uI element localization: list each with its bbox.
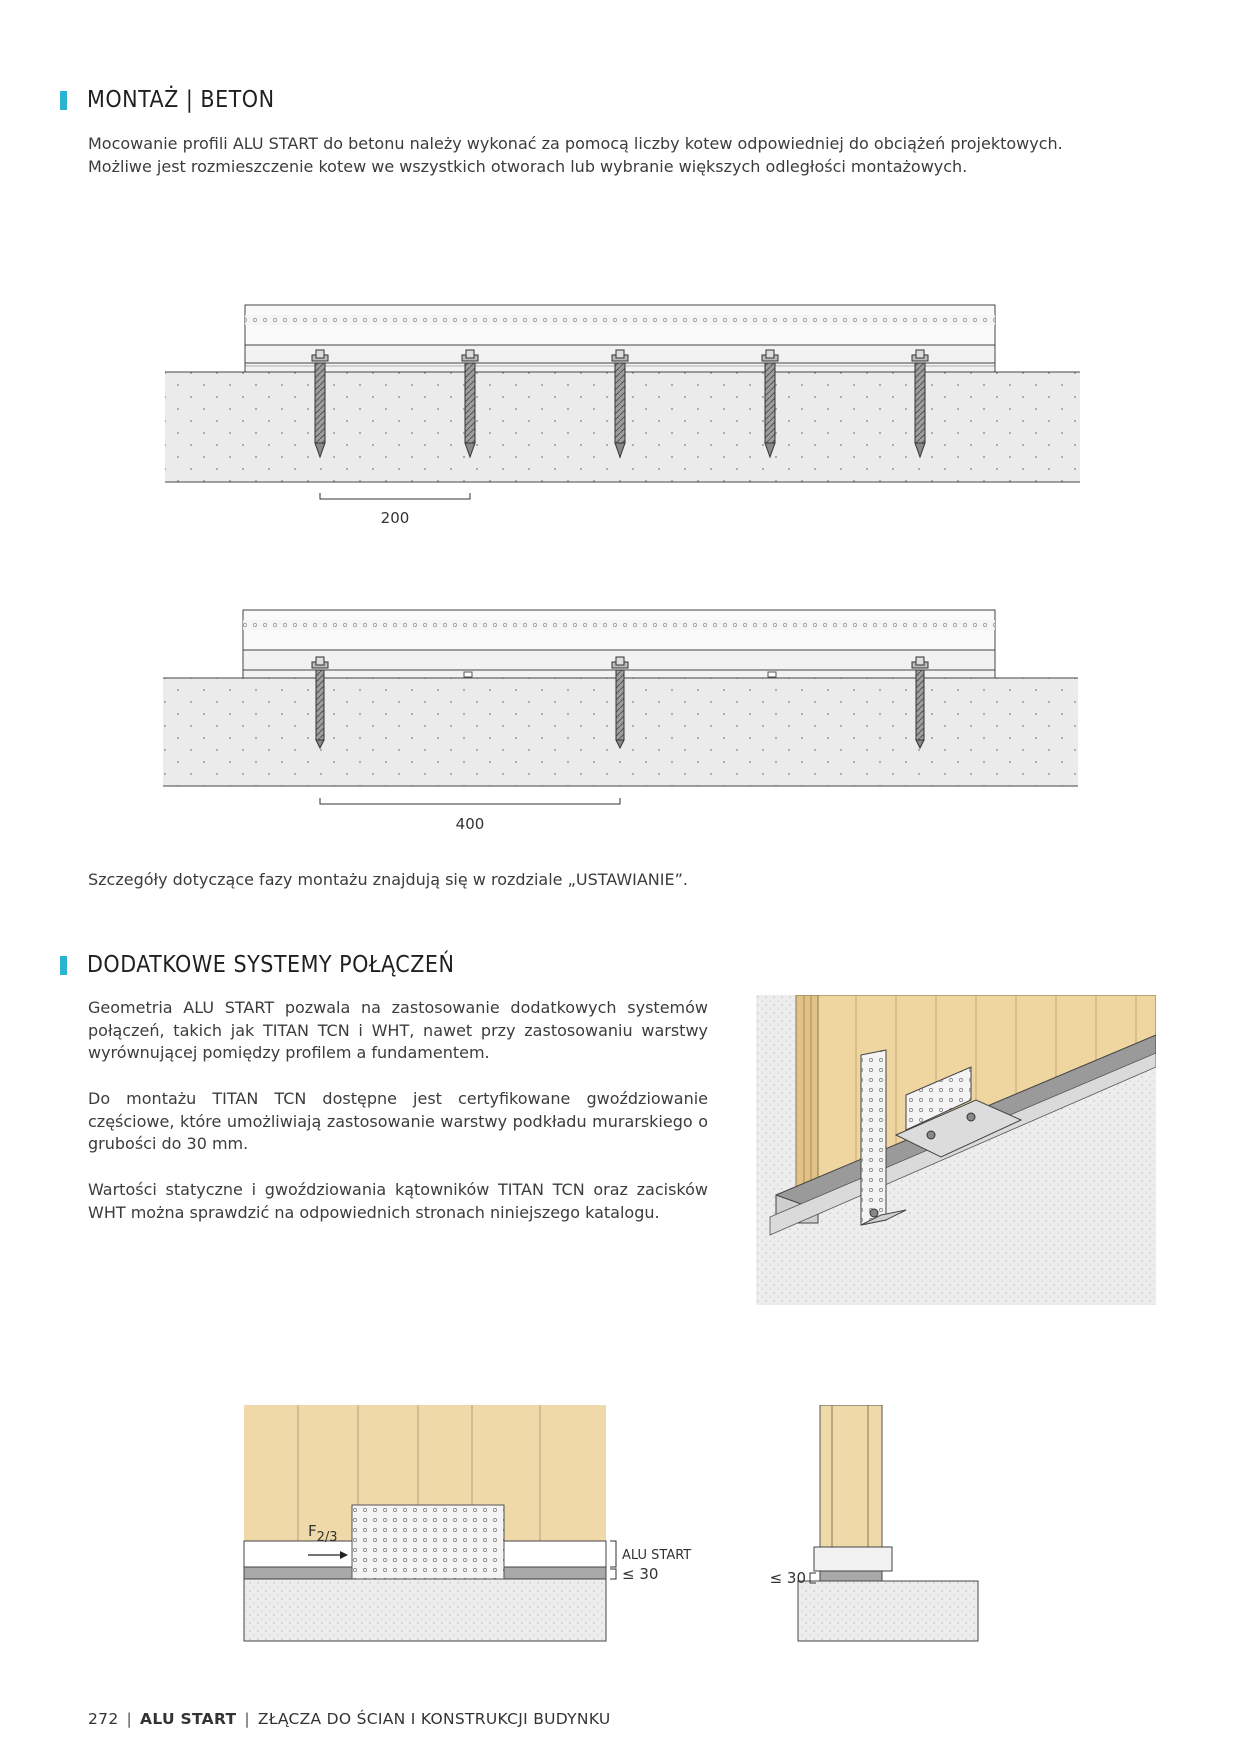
force-label: F2/3 xyxy=(308,1522,338,1545)
dimension-line xyxy=(320,798,620,804)
profile-bracket xyxy=(610,1541,616,1567)
heading-title: MONTAŻ | BETON xyxy=(87,87,275,113)
footer-chapter: ZŁĄCZA DO ŚCIAN I KONSTRUKCJI BUDYNKU xyxy=(257,1710,611,1728)
dimension-line xyxy=(320,493,470,499)
titan-tcn-plate xyxy=(352,1505,504,1579)
heading-accent-bar xyxy=(60,91,67,110)
section-detail xyxy=(740,1405,980,1645)
titan-tcn-bracket xyxy=(861,1050,886,1225)
intro-line-1: Mocowanie profili ALU START do betonu należy wykonać za pomocą liczby kotew odpowiedniej do obciążeń projektowych. xyxy=(88,134,1063,153)
heading-accent-bar xyxy=(60,956,67,975)
timber-wall xyxy=(820,1405,882,1547)
montage-note: Szczegóły dotyczące fazy montażu znajdują się w rozdziale „USTAWIANIE”. xyxy=(88,870,688,889)
thickness-label-right: ≤ 30 xyxy=(622,1565,659,1583)
anchor-diagram-400 xyxy=(160,600,1090,840)
page-footer: 272 | ALU START | ZŁĄCZA DO ŚCIAN I KONSTRUKCJI BUDYNKU xyxy=(88,1710,611,1728)
section-heading-dodatkowe xyxy=(60,952,454,978)
concrete-foundation xyxy=(244,1579,606,1641)
intro-paragraph xyxy=(88,133,1188,178)
page-number: 272 xyxy=(88,1710,119,1728)
heading-title: DODATKOWE SYSTEMY POŁĄCZEŃ xyxy=(87,952,455,978)
levelling-layer xyxy=(820,1571,882,1581)
intro-line-2: Możliwe jest rozmieszczenie kotew we wszystkich otworach lub wybranie większych odległości montażowych. xyxy=(88,156,968,176)
elevation-detail xyxy=(240,1405,720,1645)
footer-brand: ALU START xyxy=(140,1710,237,1728)
wall-connection-illustration xyxy=(756,995,1156,1305)
systems-paragraph-1: Geometria ALU START pozwala na zastosowanie dodatkowych systemów połączeń, takich jak TITAN TCN i WHT, nawet przy zastosowaniu warstwy wyrównującej pomiędzy profilem a fundamentem. xyxy=(88,998,708,1062)
systems-paragraph-2: Do montażu TITAN TCN dostępne jest certyfikowane gwoździowanie częściowe, które umożliwiają zastosowanie warstwy podkładu murarskiego o grubości do 30 mm. xyxy=(88,1089,708,1153)
systems-paragraph-3: Wartości statyczne i gwoździowania kątowników TITAN TCN oraz zacisków WHT można sprawdzić na odpowiednich stronach niniejszego katalogu. xyxy=(88,1180,708,1222)
alu-start-profile xyxy=(814,1547,892,1571)
thickness-label-left: ≤ 30 xyxy=(769,1569,806,1587)
dimension-label-400: 400 xyxy=(455,815,485,833)
anchor-diagram-200 xyxy=(160,295,1090,535)
section-heading-montaz xyxy=(60,87,275,113)
dimension-label-200: 200 xyxy=(380,509,410,527)
alu-start-label: ALU START xyxy=(622,1548,692,1563)
concrete-foundation xyxy=(798,1581,978,1641)
layer-bracket xyxy=(610,1569,616,1579)
